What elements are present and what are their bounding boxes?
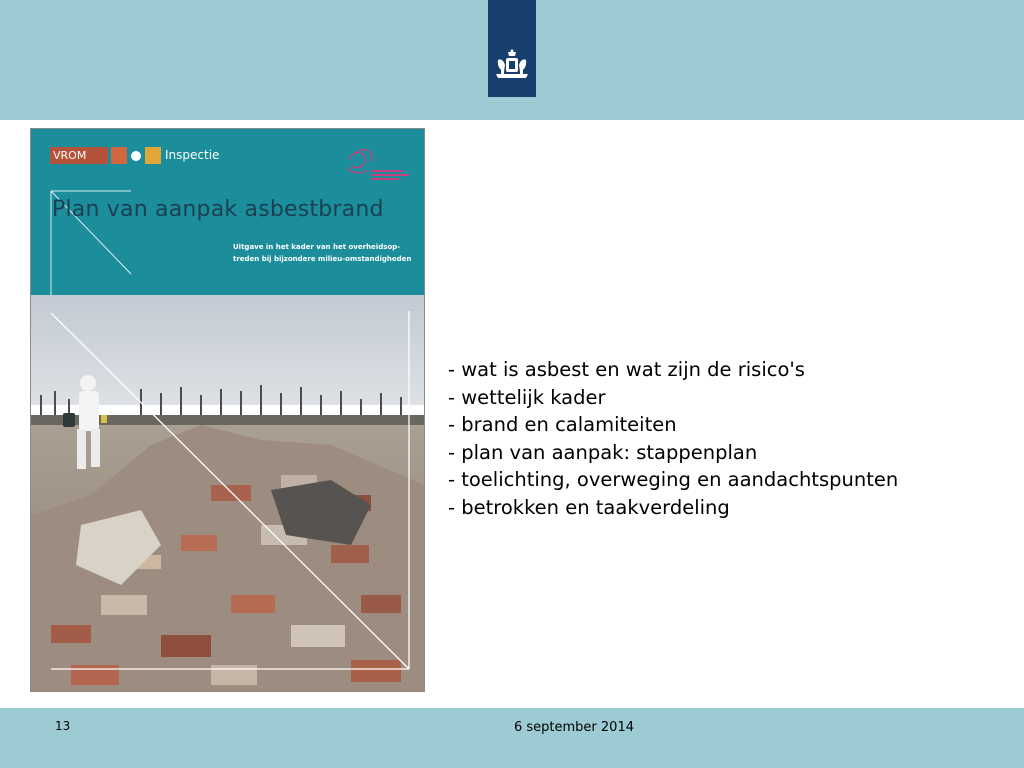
cover-subtitle-line: Uitgave in het kader van het overheidsop- <box>233 243 401 251</box>
brand-inspectie: Inspectie <box>165 148 220 162</box>
government-logo <box>488 0 536 97</box>
brand-vrom: VROM <box>50 147 108 164</box>
cover-header <box>31 129 424 295</box>
page-number: 13 <box>55 719 71 733</box>
list-item: - plan van aanpak: stappenplan <box>448 440 758 464</box>
asbestos-rubble-photo <box>31 295 424 691</box>
list-item: - wettelijk kader <box>448 385 606 409</box>
list-item: - betrokken en taakverdeling <box>448 495 730 519</box>
list-item: - wat is asbest en wat zijn de risico's <box>448 358 805 381</box>
bullet-list <box>448 356 898 521</box>
report-cover-image <box>30 128 425 692</box>
list-item: - toelichting, overweging en aandachtspunten <box>448 468 899 491</box>
footer-band <box>0 708 1024 768</box>
list-item: - brand en calamiteiten <box>448 413 677 436</box>
coat-of-arms-icon <box>488 48 536 88</box>
cover-subtitle <box>233 241 423 265</box>
cover-title: Plan van aanpak asbestbrand <box>52 197 384 222</box>
cover-subtitle-line: treden bij bijzondere milieu-omstandigheden <box>233 255 412 263</box>
footer-date: 6 september 2014 <box>514 720 634 735</box>
